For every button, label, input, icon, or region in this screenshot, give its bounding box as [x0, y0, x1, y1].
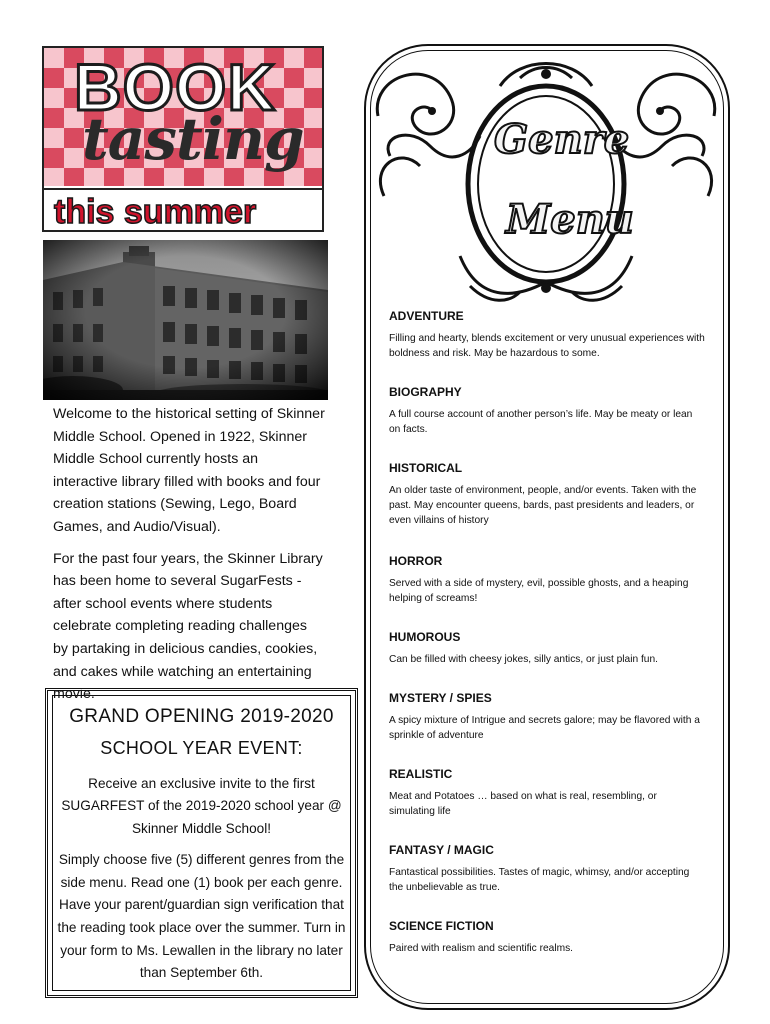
event-title-line-2: SCHOOL YEAR EVENT: [100, 738, 303, 758]
genre-description: Filling and hearty, blends excitement or very unusual experiences with boldness and risk. May be hazardous to some. [389, 333, 705, 359]
event-title-line-1: GRAND OPENING 2019-2020 [69, 706, 334, 727]
book-tasting-title-graphic [42, 46, 324, 232]
genre-description: Served with a side of mystery, evil, possible ghosts, and a heaping helping of screams! [389, 578, 689, 604]
genre-item [389, 690, 705, 766]
genre-list [389, 308, 705, 956]
menu-heading-word: Menu [506, 196, 634, 243]
event-instructions-text: Simply choose five (5) different genres from the side menu. Read one (1) book per each genre. Have your parent/guardian sign verification that the reading took place over the summer. Turn in your form to Ms. Lewallen in the library no later than September 6th. [57, 852, 346, 981]
intro-paragraph-1: Welcome to the historical setting of Skinner Middle School. Opened in 1922, Skinner Middle School currently hosts an interactive library filled with books and four creation stations (Sewing, Lego, Board Games, and Audio/Visual). [53, 406, 325, 535]
genre-item [389, 842, 705, 918]
intro-paragraph-2: For the past four years, the Skinner Library has been home to several SugarFests - after school events where students celebrate completing reading challenges by partaking in delicious candies, cookies, and cakes while watching an entertaining movie. [53, 550, 323, 703]
genre-name: SCIENCE FICTION [389, 919, 494, 933]
genre-name: REALISTIC [389, 767, 453, 781]
genre-item [389, 460, 705, 553]
genre-description: Can be filled with cheesy jokes, silly antics, or just plain fun. [389, 654, 658, 665]
tasting-title-word: tasting [82, 105, 304, 173]
genre-item [389, 918, 705, 956]
genre-name: HISTORICAL [389, 461, 463, 475]
genre-heading-word: Genre [494, 116, 630, 163]
ornamental-frame-icon [370, 56, 722, 308]
summer-title-text: this summer [54, 193, 257, 231]
intro-text [53, 403, 325, 715]
genre-name: MYSTERY / SPIES [389, 691, 492, 705]
genre-name: BIOGRAPHY [389, 385, 462, 399]
school-building-image [43, 240, 328, 400]
book-title-word: BOOK [74, 50, 276, 124]
school-building-photo [43, 240, 328, 400]
genre-description: A spicy mixture of Intrigue and secrets galore; may be flavored with a sprinkle of adventure [389, 715, 700, 741]
genre-item [389, 766, 705, 842]
event-box-inner [52, 695, 351, 991]
event-invite-text: Receive an exclusive invite to the first SUGARFEST of the 2019-2020 school year @ Skinner Middle School! [61, 776, 342, 836]
genre-description: Fantastical possibilities. Tastes of magic, whimsy, and/or accepting the unbelievable as true. [389, 867, 690, 893]
genre-item [389, 384, 705, 460]
genre-item [389, 629, 705, 690]
genre-name: ADVENTURE [389, 309, 464, 323]
genre-description: Meat and Potatoes … based on what is real, resembling, or simulating life [389, 791, 657, 817]
genre-name: HORROR [389, 554, 443, 568]
genre-description: An older taste of environment, people, and/or events. Taken with the past. May encounter queens, bards, past presidents and leaders, or even villains of history [389, 485, 697, 526]
genre-name: HUMOROUS [389, 630, 461, 644]
genre-item [389, 308, 705, 384]
genre-description: Paired with realism and scientific realms. [389, 943, 574, 954]
genre-name: FANTASY / MAGIC [389, 843, 494, 857]
genre-description: A full course account of another person’s life. May be meaty or lean on facts. [389, 409, 693, 435]
genre-item [389, 553, 705, 629]
event-box [45, 688, 358, 998]
summer-band [44, 188, 322, 232]
